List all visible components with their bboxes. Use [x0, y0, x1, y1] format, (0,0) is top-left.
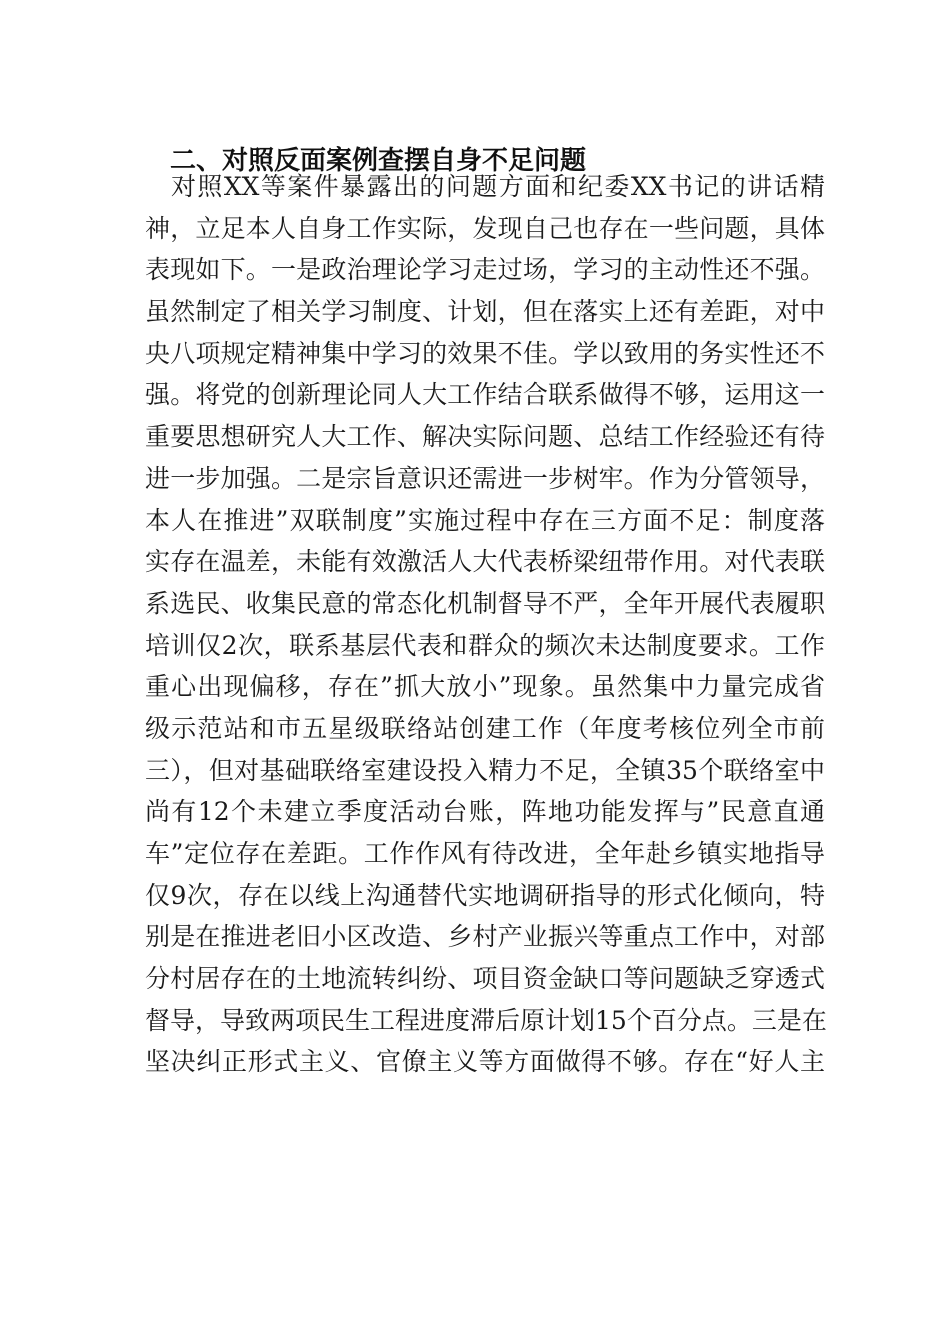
text-line: 对照XX等案件暴露出的问题方面和纪委XX书记的讲话精 [171, 172, 825, 201]
text-line: 实存在温差，未能有效激活人大代表桥梁纽带作用。对代表联 [145, 547, 825, 577]
text-line: 车”定位存在差距。工作作风有待改进，全年赴乡镇实地指导 [145, 839, 825, 868]
text-line: 虽然制定了相关学习制度、计划，但在落实上还有差距，对中 [145, 297, 825, 327]
body-paragraph [145, 166, 825, 1083]
text-line: 重要思想研究人大工作、解决实际问题、总结工作经验还有待 [145, 422, 825, 452]
text-line: 央八项规定精神集中学习的效果不佳。学以致用的务实性还不 [145, 338, 825, 368]
text-line: 督导，导致两项民生工程进度滞后原计划15个百分点。三是在 [145, 1005, 827, 1035]
text-line: 级示范站和市五星级联络站创建工作（年度考核位列全市前 [145, 713, 825, 743]
text-line: 重心出现偏移，存在”抓大放小”现象。虽然集中力量完成省 [145, 672, 825, 702]
text-line: 进一步加强。二是宗旨意识还需进一步树牢。作为分管领导， [145, 463, 825, 493]
text-line: 神，立足本人自身工作实际，发现自己也存在一些问题，具体 [145, 213, 825, 243]
text-line: 尚有12个未建立季度活动台账，阵地功能发挥与”民意直通 [145, 797, 825, 827]
text-line: 分村居存在的土地流转纠纷、项目资金缺口等问题缺乏穿透式 [145, 964, 825, 994]
text-line: 仅9次，存在以线上沟通替代实地调研指导的形式化倾向，特 [145, 880, 825, 910]
text-line: 表现如下。一是政治理论学习走过场，学习的主动性还不强。 [145, 255, 825, 285]
section-heading: 二、对照反面案例查摆自身不足问题 [170, 146, 587, 176]
text-line: 系选民、收集民意的常态化机制督导不严，全年开展代表履职 [145, 588, 825, 618]
text-line: 强。将党的创新理论同人大工作结合联系做得不够，运用这一 [145, 380, 825, 410]
text-line: 别是在推进老旧小区改造、乡村产业振兴等重点工作中，对部 [145, 922, 825, 952]
text-line: 培训仅2次，联系基层代表和群众的频次未达制度要求。工作 [145, 630, 825, 660]
text-line: 本人在推进”双联制度”实施过程中存在三方面不足：制度落 [145, 505, 825, 535]
text-line: 三），但对基础联络室建设投入精力不足，全镇35个联络室中 [145, 755, 825, 785]
text-line: 坚决纠正形式主义、官僚主义等方面做得不够。存在“好人主 [145, 1047, 825, 1077]
